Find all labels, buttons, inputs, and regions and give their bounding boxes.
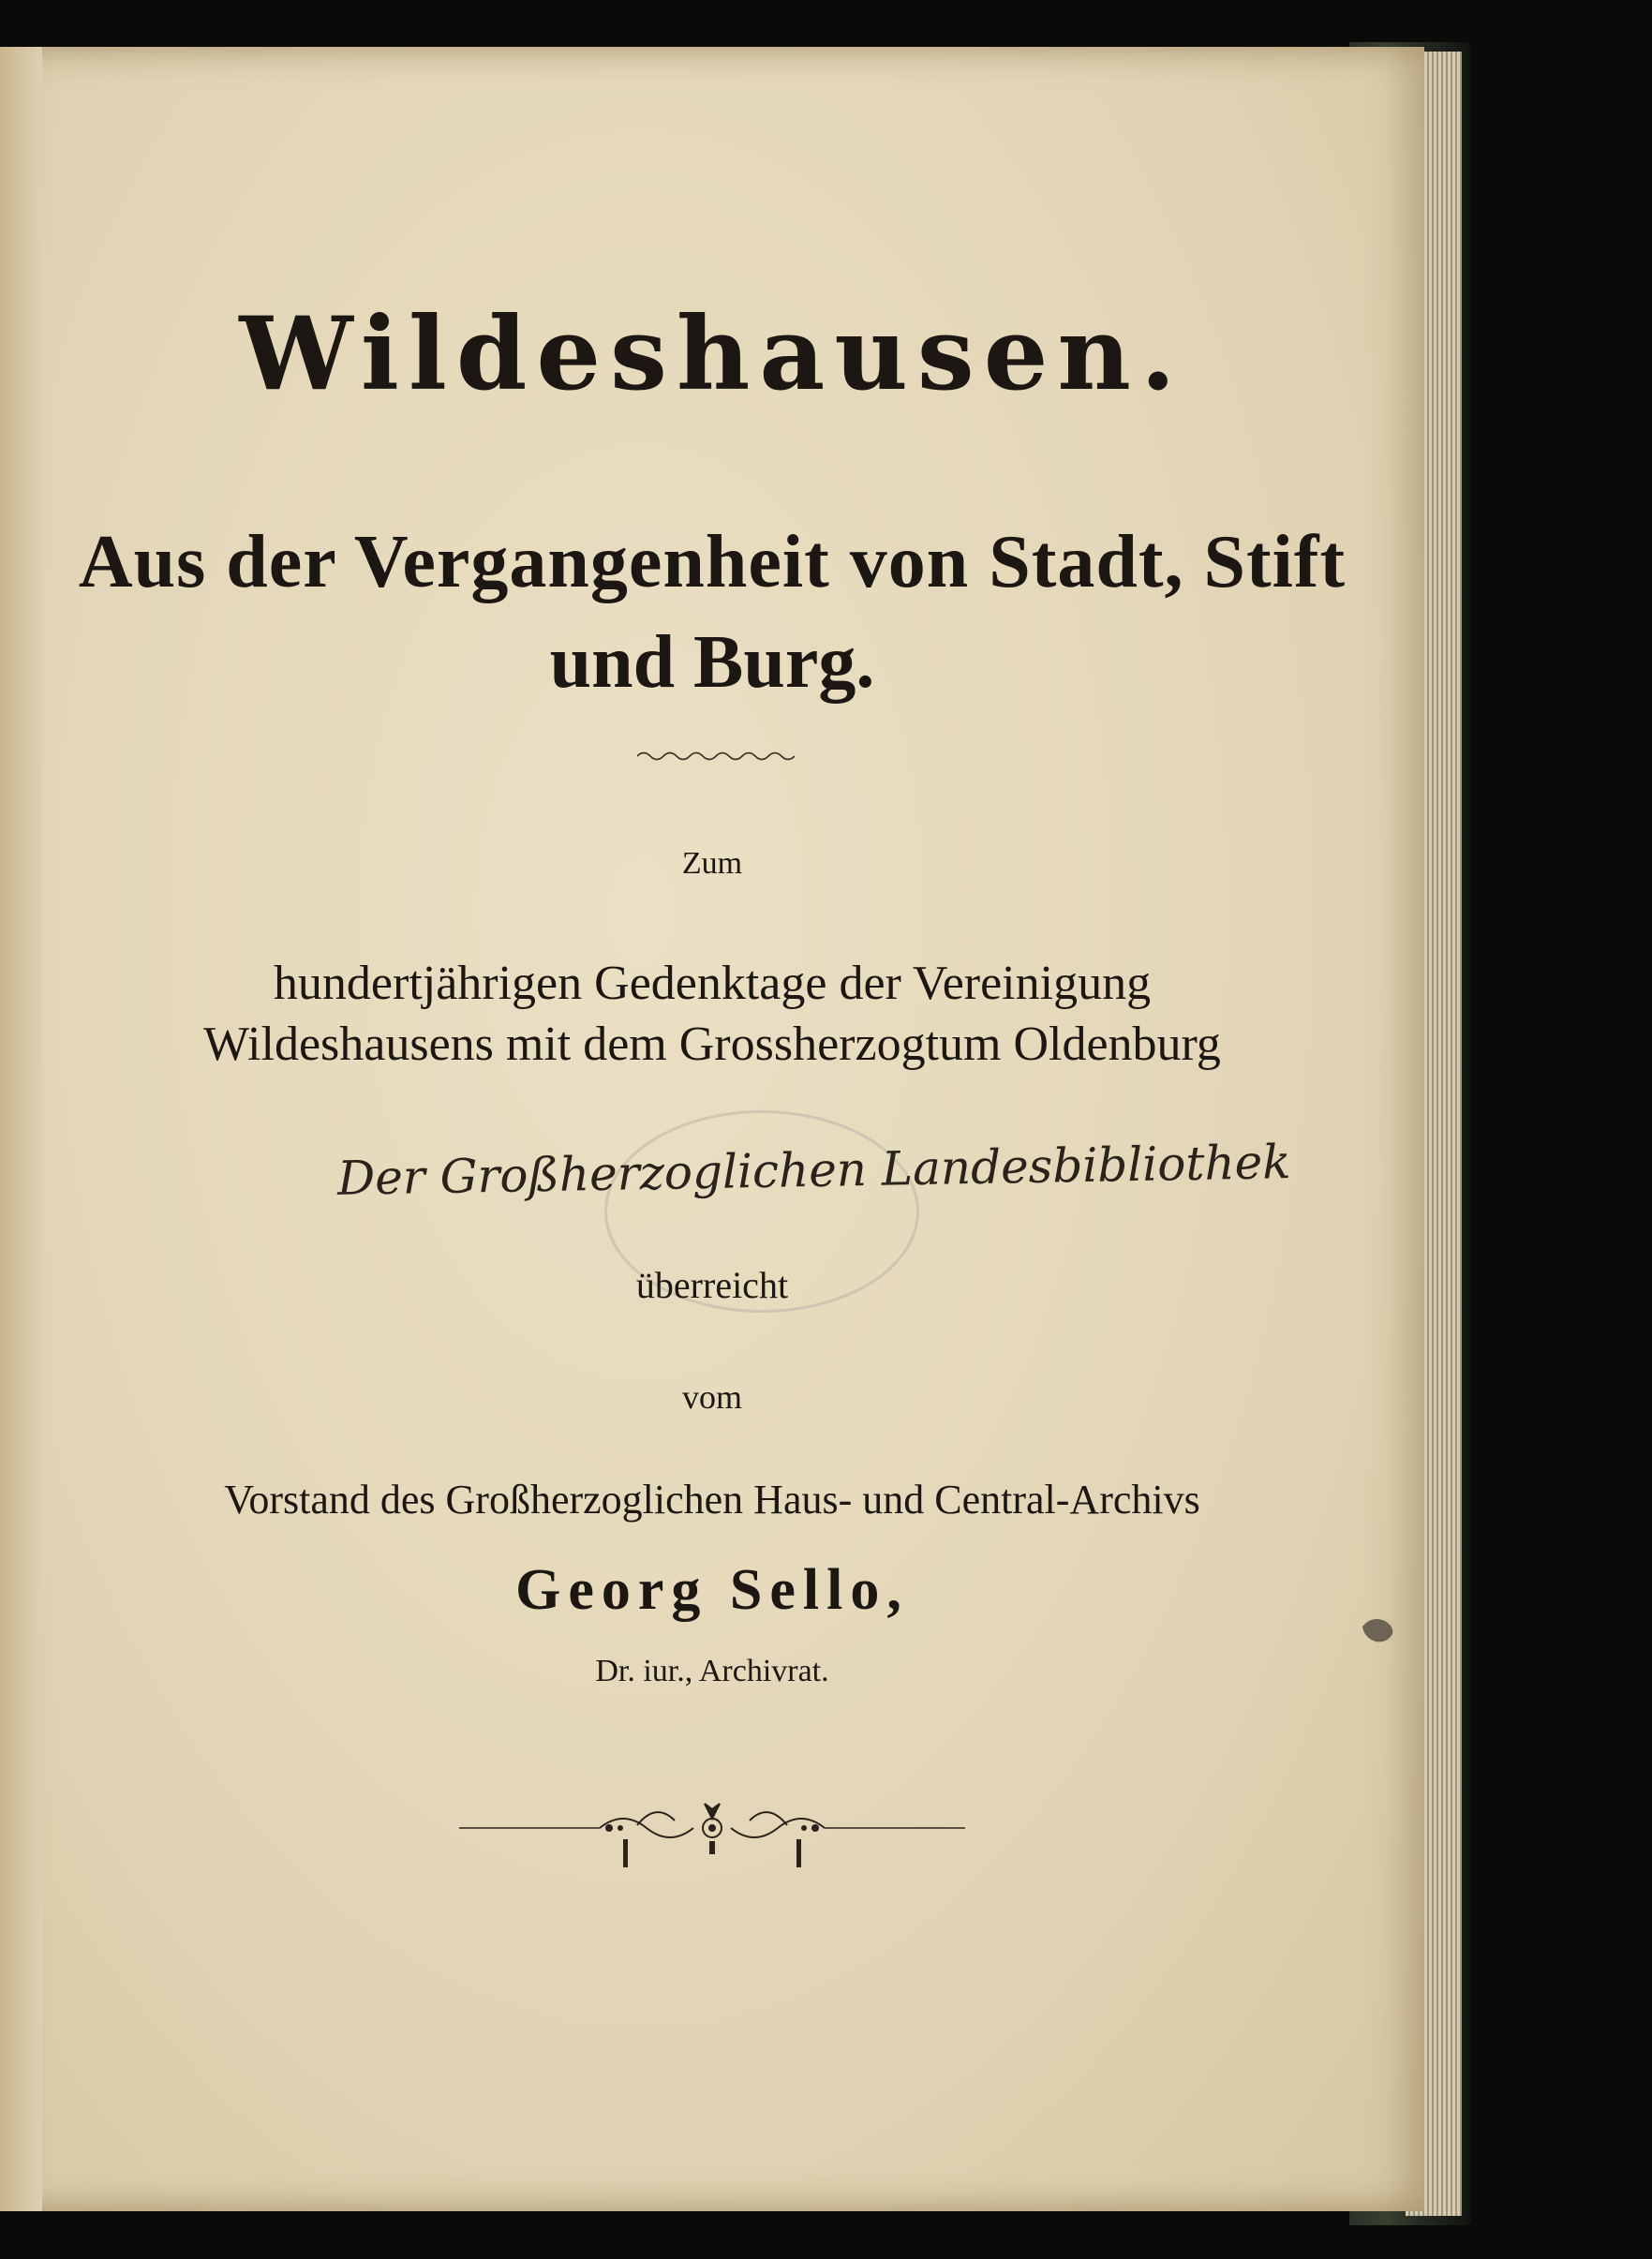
vom-line: vom bbox=[681, 1378, 742, 1416]
title-page bbox=[0, 47, 1424, 2211]
zum-line: Zum bbox=[681, 846, 743, 881]
subtitle-line-1: Aus der Vergangenheit von Stadt, Stift bbox=[78, 521, 1347, 603]
book-title: Wildeshausen. bbox=[239, 295, 1185, 413]
author-name: Georg Sello, bbox=[515, 1558, 909, 1622]
author-credentials: Dr. iur., Archivrat. bbox=[595, 1654, 829, 1688]
dedication-line-1: hundertjährigen Gedenktage der Vereinigung bbox=[273, 957, 1152, 1010]
dedication-line-2: Wildeshausens mit dem Grossherzogtum Oldenburg bbox=[203, 1018, 1221, 1071]
paper-stain bbox=[1359, 1613, 1396, 1645]
institution-line: Vorstand des Großherzoglichen Haus- und Central-Archivs bbox=[224, 1477, 1200, 1523]
subtitle-line-2: und Burg. bbox=[549, 621, 875, 704]
ueberreicht-line: überreicht bbox=[635, 1264, 789, 1306]
handwritten-inscription: Der Großherzoglichen Landesbibliothek bbox=[336, 1135, 1292, 1206]
decorative-ornament-icon bbox=[459, 1785, 965, 1879]
wavy-rule-ornament bbox=[637, 748, 795, 765]
